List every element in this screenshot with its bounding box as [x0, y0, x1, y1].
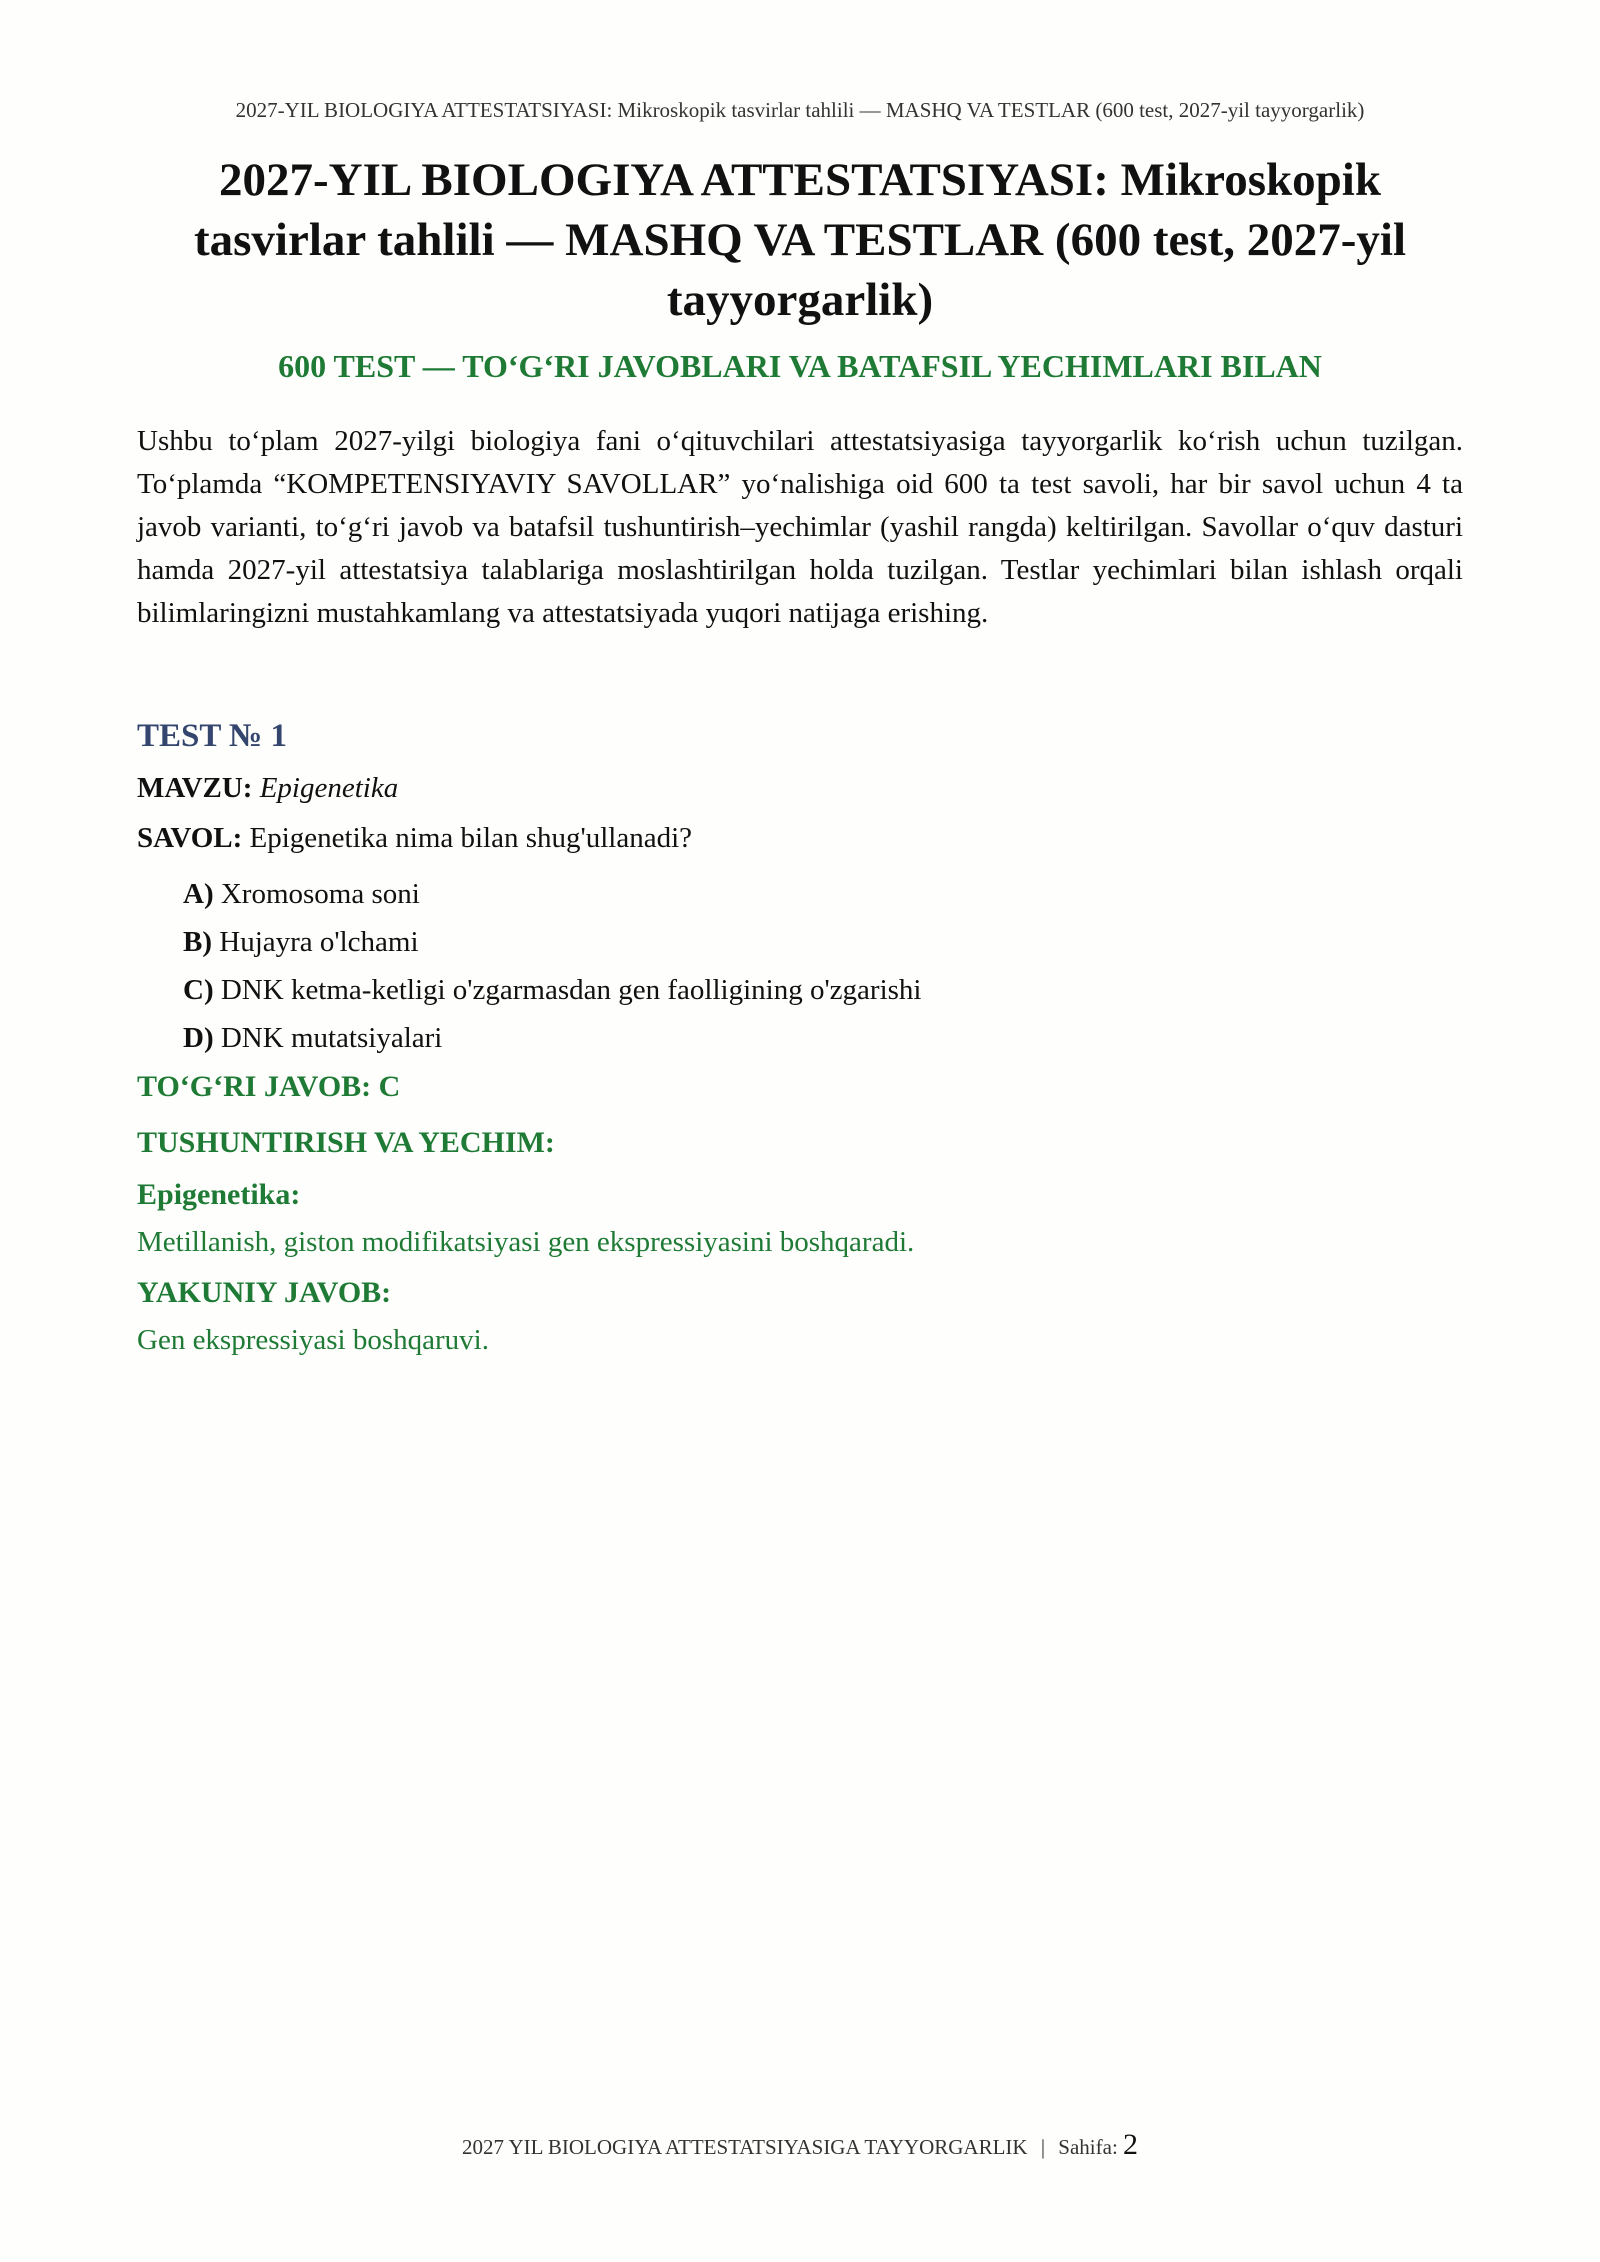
footer-text: 2027 YIL BIOLOGIYA ATTESTATSIYASIGA TAYYORGARLIK [461, 2135, 1028, 2159]
option-letter: B) [183, 926, 212, 958]
option-text: Xromosoma soni [220, 878, 420, 910]
page-number: 2 [1123, 2128, 1139, 2161]
option-a [183, 874, 1463, 914]
option-c [183, 970, 1463, 1010]
topic-row [137, 768, 1463, 808]
test-block [137, 712, 1463, 1360]
question-label: SAVOL: [137, 822, 243, 854]
document-subtitle: 600 TEST — TO‘G‘RI JAVOBLARI VA BATAFSIL YECHIMLARI BILAN [278, 348, 1322, 384]
footer-separator: | [1040, 2135, 1046, 2159]
page-label: Sahifa: [1058, 2135, 1118, 2159]
document-page [137, 0, 1463, 2262]
final-answer-heading: YAKUNIY JAVOB: [137, 1276, 392, 1309]
question-text: Epigenetika nima bilan shug'ullanadi? [249, 822, 693, 854]
option-letter: D) [183, 1022, 214, 1054]
option-letter: A) [183, 878, 214, 910]
explanation-heading: TUSHUNTIRISH VA YECHIM: [137, 1126, 555, 1159]
option-letter: C) [183, 974, 214, 1006]
explanation-subheading: Epigenetika: [137, 1178, 301, 1211]
option-text: DNK mutatsiyalari [220, 1022, 443, 1054]
answer-options [183, 874, 1463, 1058]
option-text: Hujayra o'lchami [219, 926, 419, 958]
topic-label: MAVZU: [137, 772, 253, 804]
running-header: 2027-YIL BIOLOGIYA ATTESTATSIYASI: Mikroskopik tasvirlar tahlili — MASHQ VA TESTLAR (600 test, 2027-yil tayyorgarlik) [235, 98, 1365, 122]
option-b [183, 922, 1463, 962]
question-row [137, 818, 1463, 858]
page-footer [137, 2128, 1463, 2162]
document-title: 2027-YIL BIOLOGIYA ATTESTATSIYASI: Mikroskopik tasvirlar tahlili — MASHQ VA TESTLAR (600 test, 2027-yil tayyorgarlik) [193, 154, 1407, 326]
test-number: TEST № 1 [137, 718, 287, 754]
intro-paragraph: Ushbu to‘plam 2027-yilgi biologiya fani o‘qituvchilari attestatsiyasiga tayyorgarlik ko‘rish uchun tuzilgan. To‘plamda “KOMPETENSIYAVIY SAVOLLAR” yo‘nalishiga oid 600 ta test savoli, har bir savol uchun 4 ta javob varianti, to‘g‘ri javob va batafsil tushuntirish–yechimlar (yashil rangda) keltirilgan. Savollar o‘quv dasturi hamda 2027-yil attestatsiya talablariga moslashtirilgan holda tuzilgan. Testlar yechimlari bilan ishlash orqali bilimlaringizni mustahkamlang va attestatsiyada yuqori natijaga erishing. [137, 425, 1463, 629]
correct-answer: TO‘G‘RI JAVOB: C [137, 1070, 401, 1103]
explanation-text: Metillanish, giston modifikatsiyasi gen ekspressiyasini boshqaradi. [137, 1226, 915, 1258]
final-answer-text: Gen ekspressiyasi boshqaruvi. [137, 1324, 489, 1356]
option-text: DNK ketma-ketligi o'zgarmasdan gen faolligining o'zgarishi [220, 974, 922, 1006]
topic-value: Epigenetika [259, 772, 399, 804]
option-d [183, 1018, 1463, 1058]
